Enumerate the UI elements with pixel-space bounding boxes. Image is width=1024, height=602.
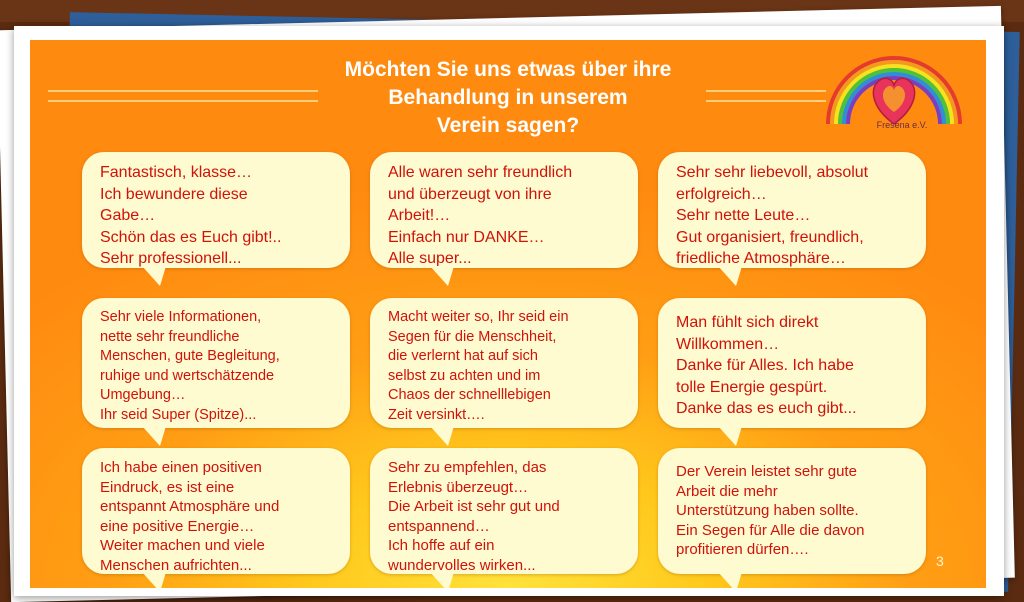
speech-bubble [370, 152, 638, 268]
speech-bubble [370, 298, 638, 428]
quote-text: Man fühlt sich direkt Willkommen… Danke für Alles. Ich habe tolle Energie gespürt. Danke das es euch gibt... [676, 314, 857, 417]
slide [30, 40, 986, 588]
speech-bubble [658, 298, 926, 428]
quote-text: Sehr sehr liebevoll, absolut erfolgreich… Sehr nette Leute… Gut organisiert, freundlich, friedliche Atmosphäre… [676, 164, 869, 267]
quote-text: Sehr viele Informationen, nette sehr freundliche Menschen, gute Begleitung, ruhige und wertschätzende Umgebung… Ihr seid Super (Spitze)... [100, 309, 280, 423]
speech-bubble [658, 448, 926, 574]
title-line: Behandlung in unserem [388, 86, 628, 109]
speech-bubble [658, 152, 926, 268]
title-line: Verein sagen? [436, 114, 580, 137]
page-number: 3 [936, 553, 944, 569]
quote-text: Macht weiter so, Ihr seid ein Segen für die Menschheit, die verlernt hat auf sich selbst zu achten und im Chaos der schnelllebigen Zeit versinkt…. [388, 309, 569, 423]
heart-rainbow-logo-icon [820, 52, 970, 152]
quote-text: Fantastisch, klasse… Ich bewundere diese Gabe… Schön das es Euch gibt!.. Sehr professionell... [100, 164, 282, 267]
speech-bubble [82, 152, 350, 268]
quote-text: Ich habe einen positiven Eindruck, es ist eine entspannt Atmosphäre und eine positive Energie… Weiter machen und viele Menschen aufrichten... [100, 459, 280, 574]
title-line: Möchten Sie uns etwas über ihre [344, 58, 672, 81]
speech-bubble [82, 298, 350, 428]
quote-text: Der Verein leistet sehr gute Arbeit die mehr Unterstützung haben sollte. Ein Segen für Alle die davon profitieren dürfen…. [676, 463, 865, 558]
speech-bubble [82, 448, 350, 574]
quote-text: Sehr zu empfehlen, das Erlebnis überzeugt… Die Arbeit ist sehr gut und entspannend… Ich hoffe auf ein wundervolles wirken... [388, 459, 560, 574]
speech-bubble [370, 448, 638, 574]
quote-text: Alle waren sehr freundlich und überzeugt von ihre Arbeit!… Einfach nur DANKE… Alle super... [388, 164, 573, 267]
logo-text: Fresena e.V. [876, 120, 928, 130]
